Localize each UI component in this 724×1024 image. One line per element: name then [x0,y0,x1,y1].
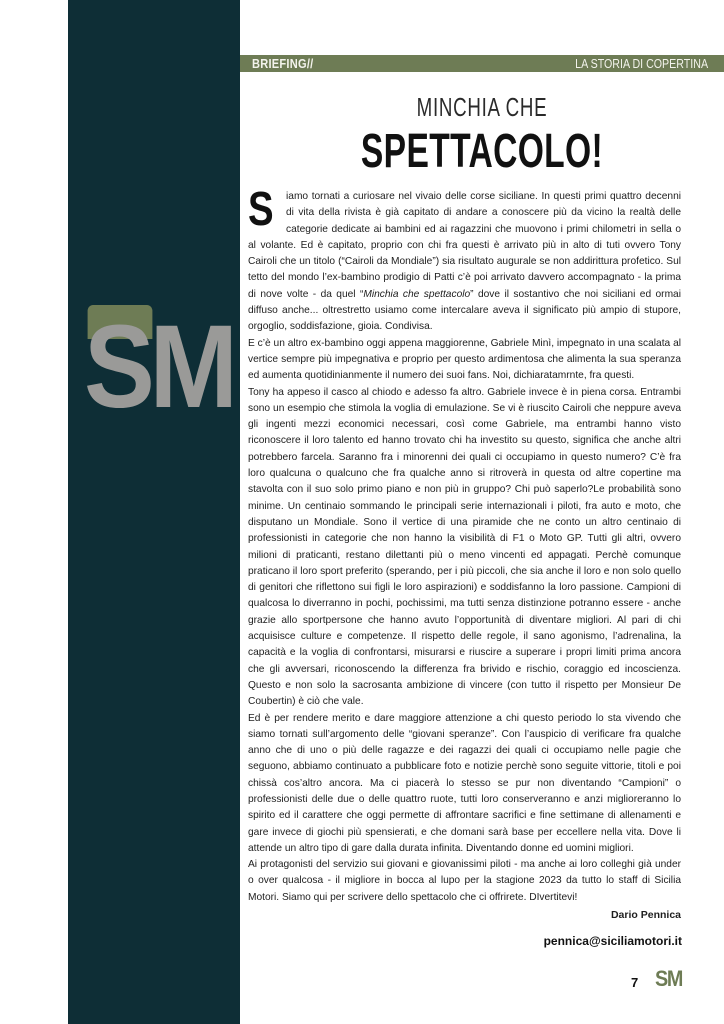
category-label: LA STORIA DI COPERTINA [575,56,708,71]
article-body [248,183,681,923]
quoted-phrase: Minchia che spettacolo [363,288,471,300]
paragraph-3: Tony ha appeso il casco al chiodo e adesso fa altro. Gabriele invece è in piena corsa. Entrambi sono un esempio che stimola la voglia di emulazione. Se vi è riuscito Cairoli che neppure aveva gli ingenti mezzi economici necessari, così come Gabriele, ma entrambi hanno visto riconoscere il loro talento ed hanno trovato chi ha investito su questo, significa che anche altri potrebbero farcela. Saranno fra i minorenni dei quali ci occupiamo in questo numero? C’è fra loro qualcuna o qualcuno che fra qualche anno si ritroverà in questa od altre copertine ma stavolta con il suo solo primo piano e non più in gruppo? Chi può saperlo?Le probabilità sono minime. Un centinaio sommando le principali serie internazionali i piloti, fra auto e moto, che disputano un Mondiale. Sono il vertice di una piramide che ne conto un altro centinaio di professionisti in categorie che non hanno la visibilità di F1 o Moto GP. Tutti gli altri, ovvero milioni di praticanti, restano dilettanti più o meno vincenti ed appagati. Perchè comunque praticano il loro sport preferito (sperando, per i più piccoli, che sia anche il loro e non solo quello di genitori che riflettono sui figli le loro aspirazioni) e soddisfanno la loro passione. Campioni di qualcosa lo diverranno in pochi, pochissimi, ma tutti senza distinzione potranno essere - anche grazie allo sportpersone che hanno avuto l’opportunità di diventare migliori. Al pari di chi acquisisce culture e competenze. Il rispetto delle regole, il sano agonismo, l’adrenalina, la capacità e la voglia di confrontarsi, misurarsi e riuscire a superare i propri limiti prima ancora che gli avversari, riconoscendo la differenza fra brivido e rischio, coraggio ed incoscienza. Questo e non solo la sacrosanta ambizione di vincere (con tutto il rispetto per Monsieur De Coubertin) è ciò che vale. [248,386,681,708]
headline-line-2: SPETTACOLO! [360,125,604,178]
paragraph-1: S iamo tornati a curiosare nel vivaio delle corse siciliane. In questi primi quattro decenni di vita della rivista è già capitato di andare a conoscere più da vicino la realtà delle categorie dedicate ai bambini ed ai ragazzini che muovono i primi chilometri in sella o al volante. Ed è capitato, proprio con chi fra questi è arrivato più in alto di tuti ovvero Tony Cairoli che un titolo (“Cairoli da Mondiale”) sia risultato augurale se non addirittura profetico. Sul tetto del mondo l’ex-bambino prodigio di Patti c’è poi arrivato davvero accompagnato - la prima di nove volte - da quel “Minchia che spettacolo” dove il sostantivo che noi siciliani ed ormai diffuso anche... oltrestretto usiamo come intercalare aveva il significato più ampio di stupore, orgoglio, soddisfazione, gioia. Condivisa. [248,183,681,333]
author-signature: Dario Pennica [610,909,681,922]
headline-line-1: MINCHIA CHE [416,92,548,122]
paragraph-5: Ai protagonisti del servizio sui giovani e giovanissimi piloti - ma anche ai loro colleghi già under o over qualcosa - il migliore in bocca al lupo per la stagione 2023 da tutto lo staff di Sicilia Motori. Siamo qui per scrivere dello spettacolo che ci offrirete. DIvertitevi! [248,859,681,903]
footer-logo: SM [655,966,682,991]
sidebar-band [68,0,240,1024]
section-label: BRIEFING// [252,56,314,71]
magazine-logo: SM [84,301,233,433]
author-email[interactable]: pennica@siciliamotori.it [543,934,682,948]
drop-cap: S [248,183,274,236]
paragraph-2: E c’è un altro ex-bambino oggi appena maggiorenne, Gabriele Minì, impegnato in una scalata al vertice sempre più impegnativa e proprio per questo ardimentosa che alimenta la sua speranza ed aumenta quotidinianmente il numero dei suoi fans. Noi, dichiaratamrnte, fra questi. [248,337,681,382]
page-number: 7 [631,975,639,990]
paragraph-4: Ed è per rendere merito e dare maggiore attenzione a chi questo periodo lo sta vivendo che siamo tornati sull’argomento delle “giovani speranze”. Con l’auspicio di verificare fra qualche anno che di uno o più delle ragazze e dei ragazzi dei quali ci occupiamo nelle pagie che seguono, abbiamo continuato a pubblicare foto e notizie perchè sono seguite vittorie, titoli e poi chissà cos’altro ancora. Ma ci piacerà lo stesso se pur non diventando “Campioni” o professionisti delle due o delle quattro ruote, tutti loro conserveranno e anzi miglioreranno lo spirito ed il carattere che oggi permette di affrontare sacrifici e fine settimane di allenamenti e gare invece di giochi più spensierati, e che domani sarà base per eccellere nella vita. Dove li attende un altro tipo di gare dalla durata infinita. Diventando donne ed uomini migliori. [248,712,681,854]
